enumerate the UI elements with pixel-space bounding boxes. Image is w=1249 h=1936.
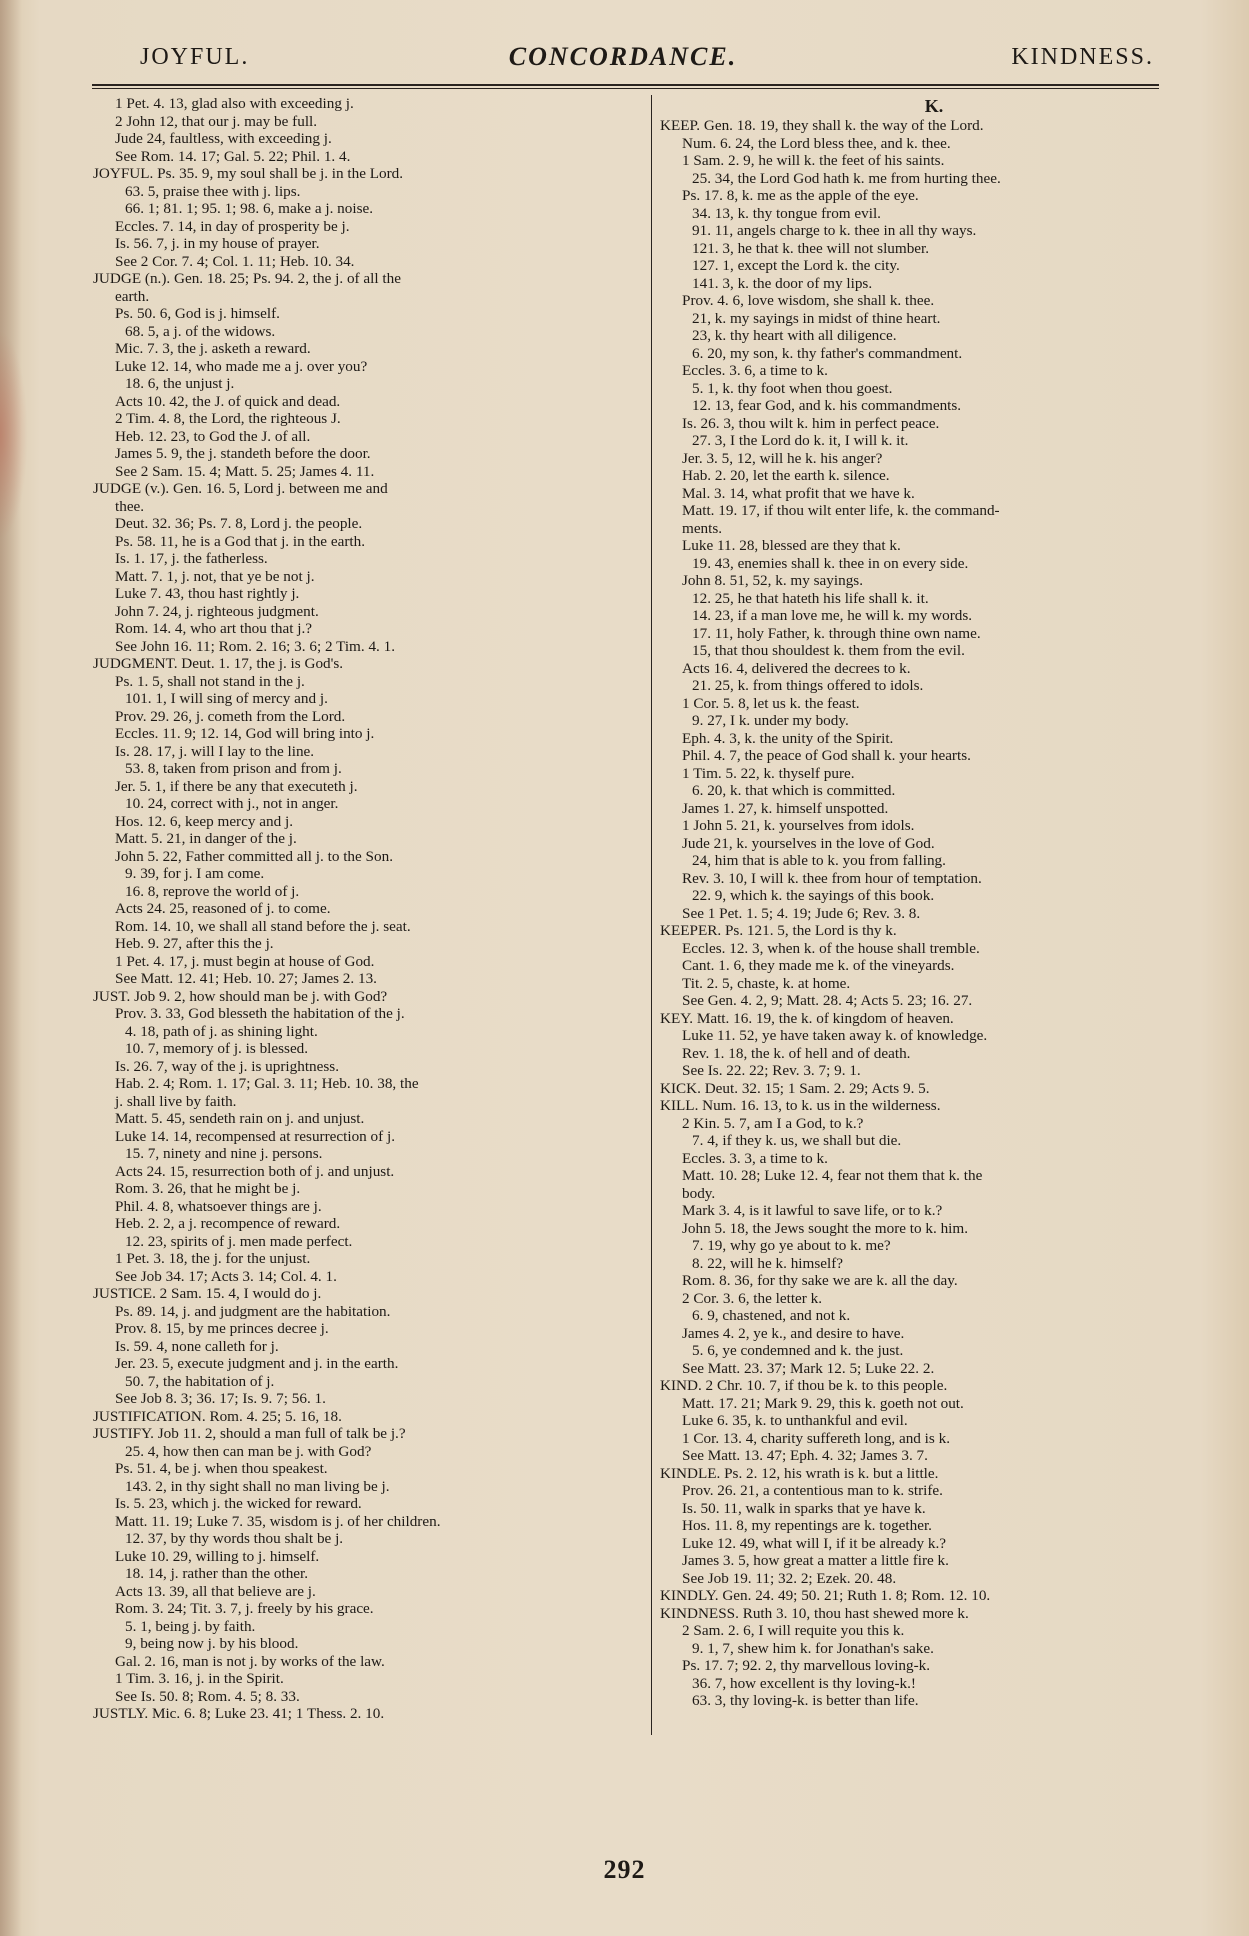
subreference-line: 141. 3, k. the door of my lips. (692, 274, 873, 292)
subreference-line: 6. 20, my son, k. thy father's commandment. (692, 344, 963, 362)
reference-line: Acts 10. 42, the J. of quick and dead. (115, 392, 341, 410)
reference-line: Phil. 4. 7, the peace of God shall k. your hearts. (682, 747, 971, 764)
subreference-line: 5. 1, being j. by faith. (125, 1617, 256, 1635)
header-rule (92, 84, 1159, 89)
reference-line: Ps. 51. 4, be j. when thou speakest. (115, 1460, 328, 1477)
reference-line: Mic. 7. 3, the j. asketh a reward. (115, 340, 311, 357)
reference-line: 1 Sam. 2. 9, he will k. the feet of his saints. (682, 152, 945, 169)
subreference-line: 4. 18, path of j. as shining light. (125, 1022, 318, 1040)
reference-line: Hos. 11. 8, my repentings are k. together. (682, 1517, 932, 1534)
subreference-line: 25. 34, the Lord God hath k. me from hurting thee. (692, 169, 1001, 187)
reference-line: Eccles. 3. 6, a time to k. (682, 362, 828, 379)
subreference-line: 25. 4, how then can man be j. with God? (125, 1442, 372, 1460)
subreference-line: 6. 9, chastened, and not k. (692, 1307, 851, 1324)
reference-line: Hab. 2. 20, let the earth k. silence. (682, 467, 890, 484)
entry-headword-line: KEEPER. Ps. 121. 5, the Lord is thy k. (660, 922, 897, 939)
reference-line: John 8. 51, 52, k. my sayings. (682, 572, 863, 589)
reference-line: Matt. 7. 1, j. not, that ye be not j. (115, 567, 315, 585)
reference-line: Luke 11. 52, ye have taken away k. of knowledge. (682, 1027, 988, 1044)
reference-line: Is. 5. 23, which j. the wicked for reward. (115, 1495, 362, 1512)
reference-line: Mark 3. 4, is it lawful to save life, or to k.? (682, 1202, 943, 1219)
cross-reference-line: See Is. 50. 8; Rom. 4. 5; 8. 33. (115, 1687, 300, 1705)
reference-line: Eccles. 11. 9; 12. 14, God will bring into j. (115, 725, 375, 742)
reference-line: 2 Sam. 2. 6, I will requite you this k. (682, 1622, 905, 1639)
reference-line: 1 Pet. 3. 18, the j. for the unjust. (115, 1250, 311, 1267)
reference-line: Eccles. 3. 3, a time to k. (682, 1149, 828, 1167)
reference-line: Matt. 5. 21, in danger of the j. (115, 830, 297, 847)
reference-line: Acts 16. 4, delivered the decrees to k. (682, 659, 911, 677)
page-stain (0, 330, 28, 540)
subreference-line: 36. 7, how excellent is thy loving-k.! (692, 1674, 916, 1692)
entry-headword-line: KILL. Num. 16. 13, to k. us in the wilderness. (660, 1097, 941, 1114)
entry-headword-line: KINDLE. Ps. 2. 12, his wrath is k. but a little. (660, 1464, 939, 1482)
entry-headword-line: KIND. 2 Chr. 10. 7, if thou be k. to this people. (660, 1377, 948, 1394)
reference-line: Ps. 17. 8, k. me as the apple of the eye. (682, 187, 919, 204)
reference-line: Matt. 10. 28; Luke 12. 4, fear not them that k. the (682, 1167, 983, 1184)
reference-line: Matt. 5. 45, sendeth rain on j. and unjust. (115, 1110, 365, 1127)
entry-headword-line: KEY. Matt. 16. 19, the k. of kingdom of heaven. (660, 1009, 954, 1027)
reference-line: Is. 50. 11, walk in sparks that ye have k. (682, 1499, 926, 1517)
subreference-line: 7. 4, if they k. us, we shall but die. (692, 1132, 902, 1149)
subreference-line: 24, him that is able to k. you from falling. (692, 852, 946, 869)
reference-line: Prov. 26. 21, a contentious man to k. strife. (682, 1482, 943, 1499)
reference-line: Prov. 4. 6, love wisdom, she shall k. thee. (682, 292, 935, 309)
reference-line: 1 Pet. 4. 13, glad also with exceeding j. (115, 95, 354, 112)
subreference-line: 91. 11, angels charge to k. thee in all thy ways. (692, 222, 977, 239)
subreference-line: 5. 6, ye condemned and k. the just. (692, 1342, 904, 1359)
reference-line: Hab. 2. 4; Rom. 1. 17; Gal. 3. 11; Heb. 10. 38, the (115, 1075, 419, 1092)
subreference-line: 53. 8, taken from prison and from j. (125, 760, 342, 777)
subreference-line: 63. 5, praise thee with j. lips. (125, 182, 301, 200)
subreference-line: 63. 3, thy loving-k. is better than life. (692, 1692, 919, 1709)
reference-line: Luke 10. 29, willing to j. himself. (115, 1547, 320, 1565)
reference-line: 1 Cor. 5. 8, let us k. the feast. (682, 694, 860, 712)
reference-line: James 1. 27, k. himself unspotted. (682, 799, 889, 817)
subreference-line: 9, being now j. by his blood. (125, 1635, 299, 1652)
reference-line: Rev. 1. 18, the k. of hell and of death. (682, 1044, 911, 1062)
reference-line: 2 Tim. 4. 8, the Lord, the righteous J. (115, 410, 341, 427)
reference-line: Num. 6. 24, the Lord bless thee, and k. thee. (682, 134, 951, 152)
reference-line: Acts 24. 15, resurrection both of j. and unjust. (115, 1162, 395, 1180)
continuation-line: thee. (115, 497, 145, 515)
reference-line: John 7. 24, j. righteous judgment. (115, 602, 319, 620)
cross-reference-line: See Matt. 13. 47; Eph. 4. 32; James 3. 7. (682, 1447, 928, 1464)
reference-line: Jude 24, faultless, with exceeding j. (115, 130, 332, 147)
subreference-line: 21, k. my sayings in midst of thine heart. (692, 309, 941, 327)
reference-line: 2 Kin. 5. 7, am I a God, to k.? (682, 1114, 864, 1132)
cross-reference-line: See Matt. 23. 37; Mark 12. 5; Luke 22. 2. (682, 1359, 935, 1377)
reference-line: Luke 12. 49, what will I, if it be already k.? (682, 1534, 947, 1552)
subreference-line: 10. 24, correct with j., not in anger. (125, 795, 339, 812)
cross-reference-line: See 2 Cor. 7. 4; Col. 1. 11; Heb. 10. 34. (115, 252, 355, 270)
reference-line: Acts 13. 39, all that believe are j. (115, 1582, 316, 1600)
reference-line: Heb. 2. 2, a j. recompence of reward. (115, 1215, 341, 1232)
subreference-line: 15. 7, ninety and nine j. persons. (125, 1145, 323, 1162)
cross-reference-line: See Rom. 14. 17; Gal. 5. 22; Phil. 1. 4. (115, 147, 351, 165)
reference-line: Luke 12. 14, who made me a j. over you? (115, 357, 368, 375)
reference-line: Luke 11. 28, blessed are they that k. (682, 537, 901, 554)
reference-line: Gal. 2. 16, man is not j. by works of the law. (115, 1652, 385, 1670)
subreference-line: 18. 6, the unjust j. (125, 375, 235, 392)
subreference-line: 12. 13, fear God, and k. his commandments. (692, 397, 962, 414)
reference-line: Luke 6. 35, k. to unthankful and evil. (682, 1412, 908, 1429)
reference-line: Heb. 12. 23, to God the J. of all. (115, 427, 311, 445)
reference-line: Is. 26. 3, thou wilt k. him in perfect peace. (682, 414, 940, 432)
reference-line: Luke 7. 43, thou hast rightly j. (115, 585, 300, 602)
reference-line: Rom. 14. 4, who art thou that j.? (115, 620, 312, 637)
subreference-line: 127. 1, except the Lord k. the city. (692, 257, 900, 274)
reference-line: Rom. 8. 36, for thy sake we are k. all the day. (682, 1272, 958, 1289)
cross-reference-line: See Job 19. 11; 32. 2; Ezek. 20. 48. (682, 1569, 897, 1587)
reference-line: Jer. 23. 5, execute judgment and j. in the earth. (115, 1355, 399, 1372)
reference-line: Ps. 89. 14, j. and judgment are the habitation. (115, 1302, 391, 1320)
reference-line: John 5. 18, the Jews sought the more to k. him. (682, 1219, 969, 1237)
reference-line: Rom. 14. 10, we shall all stand before the j. seat. (115, 917, 411, 935)
reference-line: Acts 24. 25, reasoned of j. to come. (115, 900, 331, 917)
entry-headword-line: JUSTIFICATION. Rom. 4. 25; 5. 16, 18. (93, 1407, 342, 1425)
cross-reference-line: See Gen. 4. 2, 9; Matt. 28. 4; Acts 5. 23; 16. 27. (682, 992, 973, 1009)
continuation-line: ments. (682, 519, 723, 537)
reference-line: Hos. 12. 6, keep mercy and j. (115, 812, 293, 830)
cross-reference-line: See Matt. 12. 41; Heb. 10. 27; James 2. 13. (115, 970, 377, 987)
subreference-line: 27. 3, I the Lord do k. it, I will k. it. (692, 432, 909, 449)
entry-headword-line: KINDLY. Gen. 24. 49; 50. 21; Ruth 1. 8; Rom. 12. 10. (660, 1587, 991, 1604)
reference-line: Ps. 50. 6, God is j. himself. (115, 305, 280, 322)
reference-line: 1 John 5. 21, k. yourselves from idols. (682, 817, 915, 834)
reference-line: Jude 21, k. yourselves in the love of God. (682, 834, 935, 852)
reference-line: Is. 26. 7, way of the j. is uprightness. (115, 1057, 339, 1075)
reference-line: Deut. 32. 36; Ps. 7. 8, Lord j. the people. (115, 515, 363, 532)
reference-line: 2 Cor. 3. 6, the letter k. (682, 1289, 823, 1307)
cross-reference-line: See John 16. 11; Rom. 2. 16; 3. 6; 2 Tim. 4. 1. (115, 637, 396, 655)
subreference-line: 9. 27, I k. under my body. (692, 712, 849, 729)
cross-reference-line: See 2 Sam. 15. 4; Matt. 5. 25; James 4. 11. (115, 462, 375, 480)
reference-line: Ps. 17. 7; 92. 2, thy marvellous loving-k. (682, 1657, 931, 1674)
reference-line: Cant. 1. 6, they made me k. of the vineyards. (682, 957, 955, 974)
header-right-guide-word: KINDNESS. (1011, 44, 1154, 70)
entry-headword-line: JUST. Job 9. 2, how should man be j. with God? (93, 987, 388, 1005)
reference-line: Eccles. 12. 3, when k. of the house shall tremble. (682, 939, 980, 957)
subreference-line: 9. 39, for j. I am come. (125, 865, 265, 882)
section-letter-heading: K. (924, 96, 944, 116)
reference-line: Jer. 3. 5, 12, will he k. his anger? (682, 449, 883, 467)
subreference-line: 68. 5, a j. of the widows. (125, 322, 276, 340)
reference-line: Is. 1. 17, j. the fatherless. (115, 550, 268, 567)
entry-headword-line: JUSTIFY. Job 11. 2, should a man full of talk be j.? (93, 1425, 406, 1442)
subreference-line: 14. 23, if a man love me, he will k. my words. (692, 607, 973, 624)
reference-line: James 4. 2, ye k., and desire to have. (682, 1324, 905, 1342)
reference-line: Is. 56. 7, j. in my house of prayer. (115, 235, 320, 252)
reference-line: Ps. 58. 11, he is a God that j. in the earth. (115, 532, 365, 550)
reference-line: Rev. 3. 10, I will k. thee from hour of temptation. (682, 869, 982, 887)
reference-line: Matt. 11. 19; Luke 7. 35, wisdom is j. of her children. (115, 1512, 441, 1530)
subreference-line: 18. 14, j. rather than the other. (125, 1565, 309, 1582)
subreference-line: 6. 20, k. that which is committed. (692, 782, 896, 799)
entry-headword-line: KEEP. Gen. 18. 19, they shall k. the way of the Lord. (660, 117, 984, 134)
subreference-line: 10. 7, memory of j. is blessed. (125, 1040, 309, 1057)
reference-line: 1 Tim. 3. 16, j. in the Spirit. (115, 1670, 284, 1687)
entry-headword-line: KICK. Deut. 32. 15; 1 Sam. 2. 29; Acts 9. 5. (660, 1079, 930, 1097)
right-column (660, 95, 1208, 1710)
reference-line: Jer. 5. 1, if there be any that executeth j. (115, 777, 358, 795)
reference-line: Ps. 1. 5, shall not stand in the j. (115, 672, 305, 690)
subreference-line: 9. 1, 7, shew him k. for Jonathan's sake. (692, 1639, 934, 1657)
subreference-line: 22. 9, which k. the sayings of this book. (692, 887, 935, 904)
reference-line: Prov. 8. 15, by me princes decree j. (115, 1320, 329, 1337)
header-left-guide-word: JOYFUL. (140, 44, 250, 70)
subreference-line: 21. 25, k. from things offered to idols. (692, 677, 924, 694)
subreference-line: 23, k. thy heart with all diligence. (692, 327, 897, 344)
entry-headword-line: KINDNESS. Ruth 3. 10, thou hast shewed more k. (660, 1604, 969, 1622)
subreference-line: 66. 1; 81. 1; 95. 1; 98. 6, make a j. noise. (125, 200, 374, 217)
subreference-line: 50. 7, the habitation of j. (125, 1372, 275, 1390)
subreference-line: 5. 1, k. thy foot when thou goest. (692, 379, 893, 397)
running-header (92, 36, 1154, 76)
reference-line: James 3. 5, how great a matter a little fire k. (682, 1552, 949, 1569)
reference-line: Is. 28. 17, j. will I lay to the line. (115, 742, 315, 760)
cross-reference-line: See Job 8. 3; 36. 17; Is. 9. 7; 56. 1. (115, 1390, 326, 1407)
continuation-line: j. shall live by faith. (115, 1092, 237, 1110)
entry-headword-line: JUDGMENT. Deut. 1. 17, the j. is God's. (93, 655, 344, 672)
cross-reference-line: See 1 Pet. 1. 5; 4. 19; Jude 6; Rev. 3. 8. (682, 904, 921, 922)
reference-line: 1 Pet. 4. 17, j. must begin at house of God. (115, 952, 375, 970)
reference-line: Mal. 3. 14, what profit that we have k. (682, 484, 915, 502)
subreference-line: 34. 13, k. thy tongue from evil. (692, 204, 881, 222)
column-divider (651, 95, 652, 1735)
subreference-line: 7. 19, why go ye about to k. me? (692, 1237, 891, 1254)
reference-line: Tit. 2. 5, chaste, k. at home. (682, 974, 851, 992)
subreference-line: 8. 22, will he k. himself? (692, 1254, 844, 1272)
subreference-line: 121. 3, he that k. thee will not slumber. (692, 239, 930, 257)
reference-line: Rom. 3. 26, that he might be j. (115, 1180, 301, 1197)
entry-headword-line: JOYFUL. Ps. 35. 9, my soul shall be j. in the Lord. (93, 165, 404, 182)
entry-headword-line: JUSTICE. 2 Sam. 15. 4, I would do j. (93, 1285, 322, 1302)
reference-line: Heb. 9. 27, after this the j. (115, 935, 274, 952)
reference-line: Prov. 3. 33, God blesseth the habitation of the j. (115, 1005, 405, 1022)
subreference-line: 143. 2, in thy sight shall no man living be j. (125, 1477, 390, 1495)
page-number: 292 (603, 1855, 646, 1884)
subreference-line: 12. 23, spirits of j. men made perfect. (125, 1232, 353, 1250)
entry-headword-line: JUDGE (v.). Gen. 16. 5, Lord j. between me and (93, 480, 388, 497)
entry-headword-line: JUSTLY. Mic. 6. 8; Luke 23. 41; 1 Thess. 2. 10. (93, 1705, 385, 1722)
continuation-line: body. (682, 1184, 716, 1202)
reference-line: Rom. 3. 24; Tit. 3. 7, j. freely by his grace. (115, 1600, 374, 1617)
subreference-line: 19. 43, enemies shall k. thee in on every side. (692, 554, 969, 572)
cross-reference-line: See Is. 22. 22; Rev. 3. 7; 9. 1. (682, 1062, 861, 1079)
reference-line: James 5. 9, the j. standeth before the door. (115, 445, 371, 462)
reference-line: 2 John 12, that our j. may be full. (115, 112, 318, 130)
spine-shadow (0, 0, 22, 1936)
subreference-line: 101. 1, I will sing of mercy and j. (125, 690, 328, 707)
reference-line: Eccles. 7. 14, in day of prosperity be j. (115, 217, 350, 235)
reference-line: Phil. 4. 8, whatsoever things are j. (115, 1197, 322, 1215)
continuation-line: earth. (115, 287, 150, 305)
subreference-line: 12. 37, by thy words thou shalt be j. (125, 1530, 344, 1547)
left-column (93, 95, 643, 1723)
subreference-line: 15, that thou shouldest k. them from the evil. (692, 642, 965, 659)
subreference-line: 12. 25, he that hateth his life shall k. it. (692, 589, 929, 607)
reference-line: Is. 59. 4, none calleth for j. (115, 1337, 279, 1355)
reference-line: Eph. 4. 3, k. the unity of the Spirit. (682, 729, 894, 747)
reference-line: Matt. 17. 21; Mark 9. 29, this k. goeth not out. (682, 1394, 964, 1412)
reference-line: Luke 14. 14, recompensed at resurrection of j. (115, 1127, 396, 1145)
header-title: CONCORDANCE. (508, 42, 738, 71)
cross-reference-line: See Job 34. 17; Acts 3. 14; Col. 4. 1. (115, 1267, 337, 1285)
subreference-line: 16. 8, reprove the world of j. (125, 882, 300, 900)
reference-line: 1 Cor. 13. 4, charity suffereth long, and is k. (682, 1429, 950, 1447)
reference-line: Matt. 19. 17, if thou wilt enter life, k. the command- (682, 502, 1000, 519)
subreference-line: 17. 11, holy Father, k. through thine own name. (692, 624, 981, 642)
reference-line: Prov. 29. 26, j. cometh from the Lord. (115, 707, 346, 725)
reference-line: John 5. 22, Father committed all j. to the Son. (115, 847, 393, 865)
entry-headword-line: JUDGE (n.). Gen. 18. 25; Ps. 94. 2, the j. of all the (93, 270, 401, 287)
reference-line: 1 Tim. 5. 22, k. thyself pure. (682, 764, 855, 782)
